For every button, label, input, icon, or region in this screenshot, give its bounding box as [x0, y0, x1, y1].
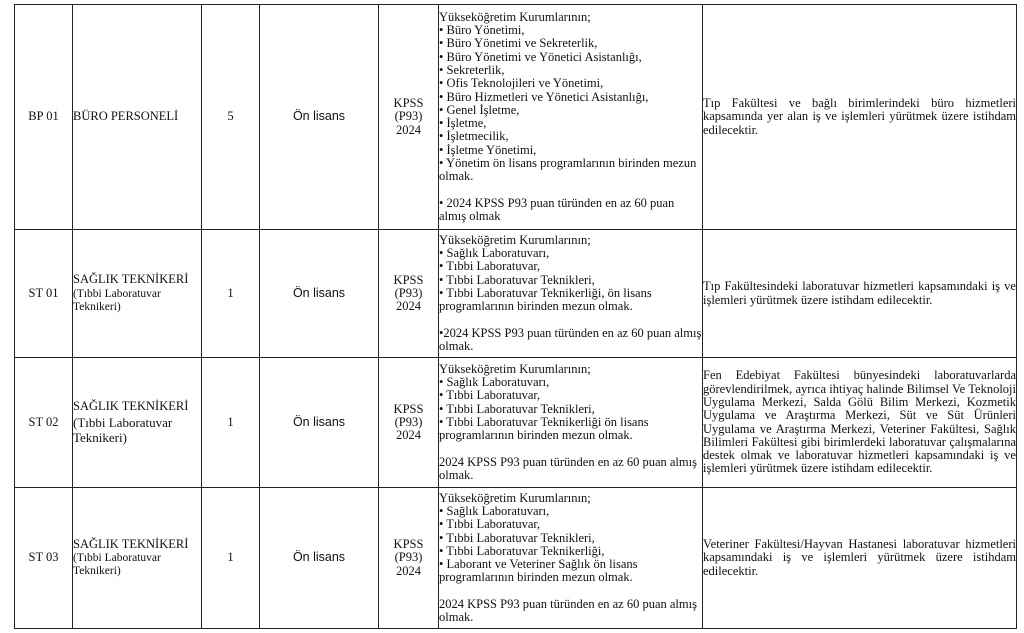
requirement-item: • Tıbbi Laboratuvar, [439, 260, 541, 274]
education-level: Ön lisans [260, 488, 379, 629]
exam-line: 2024 [396, 299, 421, 314]
requirement-item: • Tıbbi Laboratuvar Teknikleri, [439, 402, 595, 416]
requirement-item: • Büro Yönetimi ve Sekreterlik, [439, 37, 598, 51]
requirement-item: • Büro Yönetimi ve Yönetici Asistanlığı, [439, 50, 642, 64]
requirement-item: • Sağlık Laboratuvarı, [439, 247, 550, 261]
exam-type [379, 230, 439, 358]
requirements-intro: Yükseköğretim Kurumlarının; [439, 10, 591, 24]
score-requirement: •2024 KPSS P93 puan türünden en az 60 puan almış olmak. [439, 325, 702, 353]
exam-line: (P93) [394, 414, 423, 429]
requirement-item: • Sekreterlik, [439, 63, 505, 77]
requirement-item: • Tıbbi Laboratuvar, [439, 518, 541, 532]
requirement-item: • Tıbbi Laboratuvar, [439, 389, 541, 403]
requirement-item: • Sağlık Laboratuvarı, [439, 376, 550, 390]
requirement-item: programlarının birinden mezun olmak. [439, 571, 633, 585]
position-code: ST 02 [15, 358, 73, 488]
requirement-item: • Tıbbi Laboratuvar Teknikerliği, ön lisans [439, 287, 652, 300]
position-quantity: 1 [202, 230, 260, 358]
position-title [73, 230, 202, 358]
position-subtitle: (Tıbbi Laboratuvar Teknikeri) [73, 552, 161, 578]
score-requirement: 2024 KPSS P93 puan türünden en az 60 puan almış olmak. [439, 596, 697, 625]
exam-line: (P93) [394, 285, 423, 300]
requirement-item: • Tıbbi Laboratuvar Teknikleri, [439, 273, 595, 287]
requirement-item: olmak. [439, 170, 474, 184]
exam-line: KPSS [393, 96, 424, 111]
exam-line: KPSS [393, 401, 424, 416]
position-subtitle: (Tıbbi Laboratuvar Teknikeri) [73, 287, 161, 313]
requirement-item: programlarının birinden mezun olmak. [439, 429, 633, 443]
requirement-item: • Tıbbi Laboratuvar Teknikleri, [439, 531, 595, 545]
requirement-item: • İşletme Yönetimi, [439, 143, 537, 157]
job-description: Veteriner Fakültesi/Hayvan Hastanesi laboratuvar hizmetleri kapsamındaki iş ve işlemleri yürütmek üzere istihdam edilecektir. [703, 488, 1017, 629]
exam-type [379, 358, 439, 488]
requirement-item: programlarının birinden mezun olmak. [439, 300, 633, 314]
exam-line: 2024 [396, 122, 421, 137]
positions-table [14, 4, 1017, 629]
position-title [73, 358, 202, 488]
requirement-item: • Tıbbi Laboratuvar Teknikerliği, [439, 544, 605, 558]
job-description: Fen Edebiyat Fakültesi bünyesindeki laboratuvarlarda görevlendirilmek, ayrıca ihtiyaç halinde Bilimsel Ve Teknoloji Uygulama Merkezi, Salda Gölü Bilim Merkezi, Kozmetik Uygulama ve Araştırma Merkezi, Süt ve Süt Ürünleri Uygulama ve Araştırma Merkezi, Veteriner Fakültesi, Sağlık Bilimleri Fakültesi gibi birimlerdeki laboratuvar çalışmalarına destek olmak ve laboratuvar hizmetleri kapsamındaki iş ve işlemleri yürütmek üzere istihdam edilecektir. [703, 358, 1017, 488]
requirement-item: • Laborant ve Veteriner Sağlık ön lisans [439, 558, 638, 572]
requirements-cell [439, 358, 703, 488]
position-quantity: 1 [202, 488, 260, 629]
education-level: Ön lisans [260, 230, 379, 358]
position-code: BP 01 [15, 5, 73, 230]
exam-line: 2024 [396, 428, 421, 443]
score-requirement: 2024 KPSS P93 puan türünden en az 60 puan almış olmak. [439, 454, 697, 482]
position-title-text: SAĞLIK TEKNİKERİ [73, 399, 189, 414]
table-row [15, 5, 1017, 230]
exam-line: 2024 [396, 563, 421, 578]
job-description: Tıp Fakültesindeki laboratuvar hizmetleri kapsamındaki iş ve işlemleri yürütmek üzere istihdam edilecektir. [703, 230, 1017, 358]
position-title [73, 488, 202, 629]
exam-line: (P93) [394, 109, 423, 124]
requirements-intro: Yükseköğretim Kurumlarının; [439, 362, 591, 376]
requirement-item: • Büro Hizmetleri ve Yönetici Asistanlığı, [439, 90, 649, 104]
position-code: ST 03 [15, 488, 73, 629]
position-title-text: BÜRO PERSONELİ [73, 109, 179, 124]
position-title [73, 5, 202, 230]
position-title-text: SAĞLIK TEKNİKERİ [73, 272, 189, 287]
requirements-cell [439, 5, 703, 230]
requirements-intro: Yükseköğretim Kurumlarının; [439, 233, 591, 247]
exam-type [379, 488, 439, 629]
position-title-text: SAĞLIK TEKNİKERİ [73, 536, 189, 551]
table-row [15, 230, 1017, 358]
job-description: Tıp Fakültesi ve bağlı birimlerindeki büro hizmetleri kapsamında yer alan iş ve işlemleri yürütmek üzere istihdam edilecektir. [703, 5, 1017, 230]
requirement-item: • Büro Yönetimi, [439, 24, 525, 38]
exam-type [379, 5, 439, 230]
requirements-intro: Yükseköğretim Kurumlarının; [439, 491, 591, 505]
exam-line: KPSS [393, 537, 424, 552]
requirement-item: • Tıbbi Laboratuvar Teknikerliği ön lisans [439, 416, 649, 429]
table-row [15, 488, 1017, 629]
requirement-item: • İşletmecilik, [439, 130, 509, 144]
requirement-item: • Yönetim ön lisans programlarının birinden mezun [439, 157, 697, 171]
education-level: Ön lisans [260, 358, 379, 488]
requirements-cell [439, 230, 703, 358]
requirement-item: • Genel İşletme, [439, 103, 520, 117]
table-row [15, 358, 1017, 488]
exam-line: KPSS [393, 272, 424, 287]
requirement-item: • İşletme, [439, 117, 487, 131]
position-quantity: 1 [202, 358, 260, 488]
score-requirement: • 2024 KPSS P93 puan türünden en az 60 puan almış olmak [439, 195, 675, 223]
education-level: Ön lisans [260, 5, 379, 230]
position-quantity: 5 [202, 5, 260, 230]
requirement-item: • Sağlık Laboratuvarı, [439, 504, 550, 518]
exam-line: (P93) [394, 550, 423, 565]
requirements-cell [439, 488, 703, 629]
position-subtitle: (Tıbbi Laboratuvar Teknikeri) [73, 414, 173, 445]
requirement-item: • Ofis Teknolojileri ve Yönetimi, [439, 77, 604, 91]
position-code: ST 01 [15, 230, 73, 358]
